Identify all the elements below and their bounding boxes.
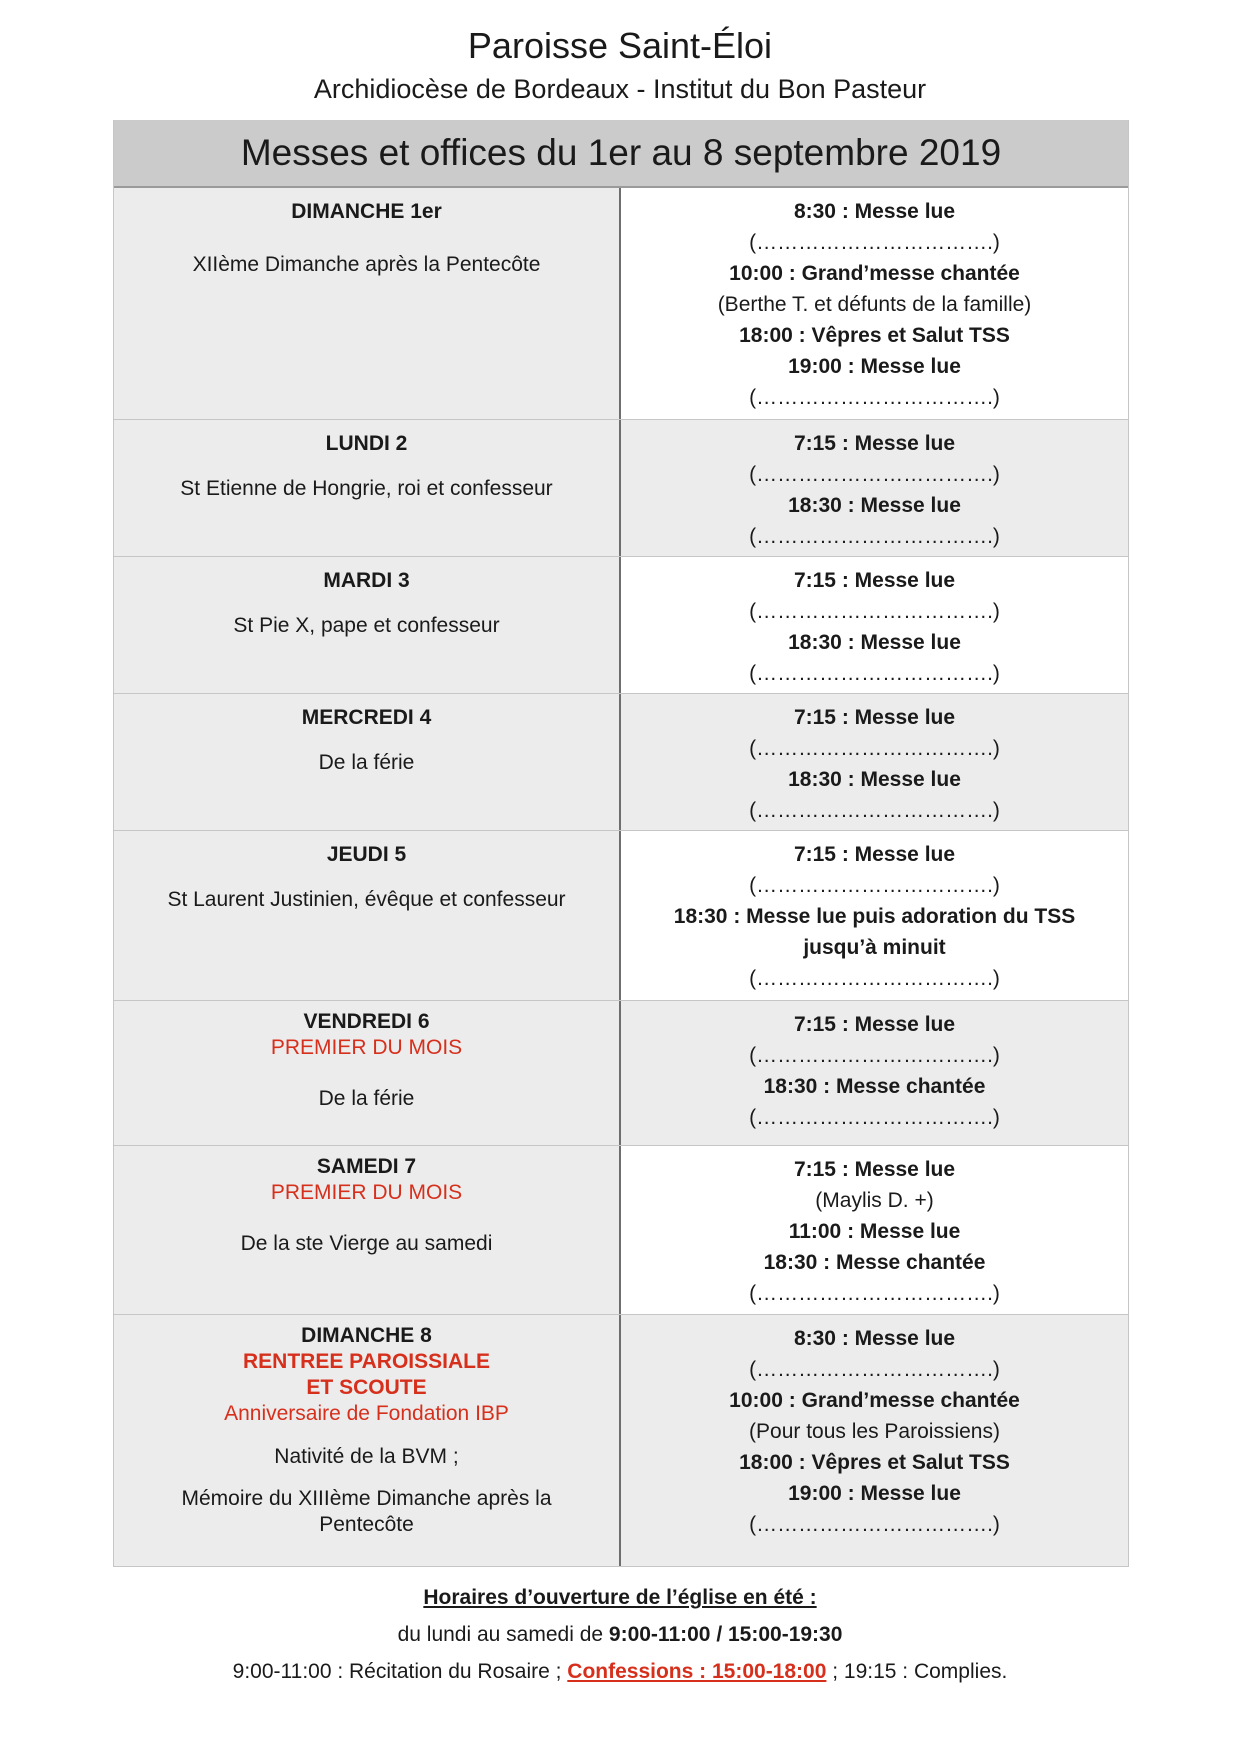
schedule-row-vendredi-6 xyxy=(114,1001,1128,1146)
mass-cell xyxy=(621,1315,1128,1566)
intention-line: (…………………………….) xyxy=(749,1282,1000,1305)
mass-line: 10:00 : Grand’messe chantée xyxy=(729,262,1020,285)
mass-cell xyxy=(621,694,1128,830)
intention-line: (…………………………….) xyxy=(749,874,1000,897)
mass-line: 8:30 : Messe lue xyxy=(793,200,956,223)
mass-cell xyxy=(621,831,1128,1000)
day-cell xyxy=(114,188,621,419)
intention-line: (…………………………….) xyxy=(749,737,1000,760)
day-cell xyxy=(114,694,621,830)
intention-line: (…………………………….) xyxy=(749,967,1000,990)
schedule-table xyxy=(113,120,1129,1567)
mass-cell xyxy=(621,557,1128,693)
mass-line: 7:15 : Messe lue xyxy=(793,1158,956,1181)
mass-line: 18:30 : Messe lue xyxy=(788,768,961,791)
services-line xyxy=(0,1658,1240,1686)
intention-line: (…………………………….) xyxy=(749,1513,1000,1536)
mass-line: 18:30 : Messe lue puis adoration du TSS xyxy=(673,905,1076,928)
mass-line: 7:15 : Messe lue xyxy=(793,432,956,455)
feast-label: St Etienne de Hongrie, roi et confesseur xyxy=(180,477,553,500)
feast-label: St Laurent Justinien, évêque et confesseur xyxy=(167,888,566,911)
intention-line: (…………………………….) xyxy=(749,386,1000,409)
schedule-row-lundi-2 xyxy=(114,420,1128,557)
day-cell xyxy=(114,557,621,693)
mass-line: 18:30 : Messe chantée xyxy=(763,1251,986,1274)
memorial-label: Pentecôte xyxy=(319,1513,414,1536)
day-label: MERCREDI 4 xyxy=(301,706,432,729)
intention-line: (…………………………….) xyxy=(749,1358,1000,1381)
opening-hours-line xyxy=(0,1621,1240,1649)
intention-line: (…………………………….) xyxy=(749,231,1000,254)
day-cell xyxy=(114,1001,621,1145)
schedule-row-jeudi-5 xyxy=(114,831,1128,1001)
feast-label: De la férie xyxy=(318,751,415,774)
intention-line: (…………………………….) xyxy=(749,525,1000,548)
intention-line: (…………………………….) xyxy=(749,662,1000,685)
page-title: Paroisse Saint-Éloi xyxy=(467,25,773,66)
event-label: RENTREE PAROISSIALE xyxy=(243,1350,490,1373)
mass-line: 19:00 : Messe lue xyxy=(788,355,961,378)
event-label: ET SCOUTE xyxy=(306,1376,427,1399)
intention-line: (…………………………….) xyxy=(749,463,1000,486)
memorial-label: Mémoire du XIIIème Dimanche après la xyxy=(181,1487,552,1510)
schedule-row-dimanche-8 xyxy=(114,1315,1128,1567)
feast-label: De la férie xyxy=(318,1087,415,1110)
mass-line: 8:30 : Messe lue xyxy=(793,1327,956,1350)
day-label: JEUDI 5 xyxy=(326,843,407,866)
day-label: VENDREDI 6 xyxy=(303,1010,430,1033)
schedule-row-mardi-3 xyxy=(114,557,1128,694)
mass-line: 10:00 : Grand’messe chantée xyxy=(729,1389,1020,1412)
feast-label: Nativité de la BVM ; xyxy=(274,1445,459,1468)
anniversary-label: Anniversaire de Fondation IBP xyxy=(224,1402,509,1425)
day-label: DIMANCHE 1er xyxy=(291,200,442,223)
confessions-text: Confessions : 15:00-18:00 xyxy=(567,1660,827,1683)
day-label: MARDI 3 xyxy=(323,569,410,592)
day-cell xyxy=(114,1146,621,1314)
mass-line: 7:15 : Messe lue xyxy=(793,1013,956,1036)
day-cell xyxy=(114,831,621,1000)
intention-line: (…………………………….) xyxy=(749,799,1000,822)
schedule-row-dimanche-1 xyxy=(114,188,1128,420)
mass-cell xyxy=(621,420,1128,556)
day-cell xyxy=(114,420,621,556)
mass-line: 7:15 : Messe lue xyxy=(793,706,956,729)
compline-text: ; 19:15 : Complies. xyxy=(826,1660,1008,1683)
mass-line: 18:30 : Messe lue xyxy=(788,494,961,517)
feast-label: De la ste Vierge au samedi xyxy=(240,1232,493,1255)
mass-line-continued: jusqu’à minuit xyxy=(803,936,946,959)
schedule-row-samedi-7 xyxy=(114,1146,1128,1315)
intention-line: (Pour tous les Paroissiens) xyxy=(749,1420,1000,1443)
day-label: DIMANCHE 8 xyxy=(301,1324,432,1347)
mass-line: 18:00 : Vêpres et Salut TSS xyxy=(739,1451,1010,1474)
special-label: PREMIER DU MOIS xyxy=(270,1181,463,1204)
intention-line: (…………………………….) xyxy=(749,600,1000,623)
mass-cell xyxy=(621,188,1128,419)
special-label: PREMIER DU MOIS xyxy=(270,1036,463,1059)
day-label: LUNDI 2 xyxy=(325,432,408,455)
mass-cell xyxy=(621,1001,1128,1145)
mass-line: 7:15 : Messe lue xyxy=(793,843,956,866)
intention-line: (…………………………….) xyxy=(749,1044,1000,1067)
mass-line: 7:15 : Messe lue xyxy=(793,569,956,592)
feast-label: XIIème Dimanche après la Pentecôte xyxy=(192,253,541,276)
intention-line: (Berthe T. et défunts de la famille) xyxy=(717,293,1032,316)
intention-line: (Maylis D. +) xyxy=(815,1189,934,1212)
schedule-row-mercredi-4 xyxy=(114,694,1128,831)
mass-line: 18:30 : Messe lue xyxy=(788,631,961,654)
rosary-text: 9:00-11:00 : Récitation du Rosaire ; xyxy=(232,1660,568,1683)
page-subtitle: Archidiocèse de Bordeaux - Institut du Bon Pasteur xyxy=(313,74,927,104)
mass-cell xyxy=(621,1146,1128,1314)
feast-label: St Pie X, pape et confesseur xyxy=(233,614,500,637)
intention-line: (…………………………….) xyxy=(749,1106,1000,1129)
mass-line: 18:30 : Messe chantée xyxy=(763,1075,986,1098)
schedule-banner: Messes et offices du 1er au 8 septembre 2019 xyxy=(114,120,1128,188)
mass-line: 19:00 : Messe lue xyxy=(788,1482,961,1505)
hours-value: 9:00-11:00 / 15:00-19:30 xyxy=(608,1623,843,1646)
mass-line: 18:00 : Vêpres et Salut TSS xyxy=(739,324,1010,347)
mass-line: 11:00 : Messe lue xyxy=(788,1220,961,1243)
day-cell xyxy=(114,1315,621,1566)
hours-prefix: du lundi au samedi de xyxy=(397,1623,609,1646)
day-label: SAMEDI 7 xyxy=(316,1155,417,1178)
opening-hours-heading: Horaires d’ouverture de l’église en été : xyxy=(423,1586,817,1609)
